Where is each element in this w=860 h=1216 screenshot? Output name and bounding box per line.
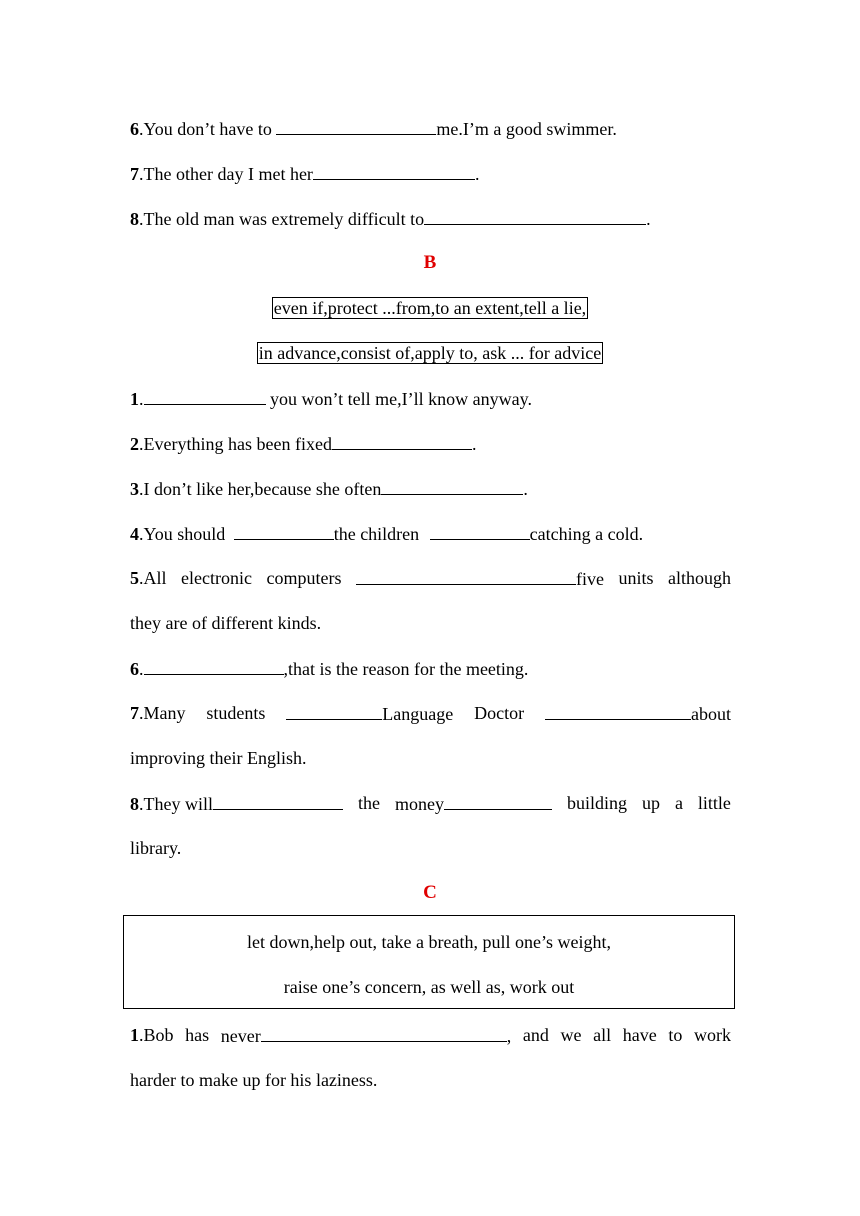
question-number: 6 xyxy=(130,659,139,679)
question-word: building xyxy=(566,793,627,813)
question-text: .The old man was extremely difficult to xyxy=(139,209,425,229)
question-b8 xyxy=(130,792,731,815)
question-b7 xyxy=(130,702,731,725)
question-c1-continued: harder to make up for his laziness. xyxy=(130,1070,378,1090)
question-word: have xyxy=(622,1025,657,1045)
question-word: .Bob xyxy=(139,1025,174,1045)
section-c-heading: C xyxy=(423,882,437,903)
question-word: all xyxy=(593,1025,612,1045)
question-b1 xyxy=(130,387,731,410)
question-number: 3 xyxy=(130,479,139,499)
question-number: 1 xyxy=(130,1025,139,1045)
answer-blank[interactable] xyxy=(430,522,530,540)
question-number: 1 xyxy=(130,389,139,409)
question-b5 xyxy=(130,567,731,590)
word-bank-c-line1: let down,help out, take a breath, pull one’s weight, xyxy=(247,932,611,952)
section-b-heading: B xyxy=(423,252,437,273)
question-number: 7 xyxy=(130,703,139,723)
question-b2 xyxy=(130,432,731,455)
question-word: five xyxy=(575,569,604,589)
answer-blank[interactable] xyxy=(381,477,523,495)
question-word: money xyxy=(394,794,444,814)
question-b7-continued: improving their English. xyxy=(130,748,307,768)
question-word: Language xyxy=(382,704,454,724)
word-bank-b-line1 xyxy=(0,297,860,319)
word-bank-c-line2: raise one’s concern, as well as, work out xyxy=(283,977,575,997)
word-bank-text: even if,protect ...from,to an extent,tell a lie, xyxy=(273,298,587,318)
answer-blank[interactable] xyxy=(286,702,382,720)
question-number: 4 xyxy=(130,524,139,544)
word-bank-text: in advance,consist of,apply to, ask ... for advice xyxy=(258,343,602,363)
answer-blank[interactable] xyxy=(332,432,472,450)
question-word: up xyxy=(641,793,660,813)
question-word: work xyxy=(694,1025,731,1045)
question-word: about xyxy=(690,704,731,724)
question-number: 8 xyxy=(130,209,139,229)
answer-blank[interactable] xyxy=(313,162,475,180)
question-text: . xyxy=(139,659,144,679)
question-word: .They will xyxy=(139,794,213,814)
question-text: .I don’t like her,because she often xyxy=(139,479,382,499)
question-text: . xyxy=(474,164,480,184)
question-b8-continued: library. xyxy=(130,838,182,858)
question-word: units xyxy=(618,568,654,588)
question-word: never xyxy=(220,1026,261,1046)
question-text: catching a cold. xyxy=(529,524,644,544)
question-number: 5 xyxy=(130,568,139,588)
question-word: electronic xyxy=(181,568,252,588)
question-number: 7 xyxy=(130,164,139,184)
question-word: to xyxy=(668,1025,683,1045)
question-a8 xyxy=(130,207,731,230)
question-text: .The other day I met her xyxy=(139,164,313,184)
answer-blank[interactable] xyxy=(144,387,266,405)
question-text: .Everything has been fixed xyxy=(139,434,332,454)
question-text: you won’t tell me,I’ll know anyway. xyxy=(265,389,532,409)
question-text: the children xyxy=(333,524,424,544)
question-text: .You don’t have to xyxy=(139,119,277,139)
question-a7 xyxy=(130,162,731,185)
question-number: 8 xyxy=(130,794,139,814)
question-word: .Many xyxy=(139,703,186,723)
answer-blank[interactable] xyxy=(444,792,552,810)
answer-blank[interactable] xyxy=(276,117,436,135)
question-text: . xyxy=(139,389,144,409)
question-word: a xyxy=(674,793,683,813)
question-word: the xyxy=(357,793,380,813)
question-text: . xyxy=(523,479,528,499)
question-text: . xyxy=(471,434,477,454)
question-c1 xyxy=(130,1024,731,1047)
question-b3 xyxy=(130,477,731,500)
word-bank-c xyxy=(123,915,735,1009)
question-word: .All xyxy=(139,568,167,588)
answer-blank[interactable] xyxy=(261,1024,507,1042)
question-text: . xyxy=(646,209,651,229)
question-word: and xyxy=(522,1025,549,1045)
question-number: 2 xyxy=(130,434,139,454)
answer-blank[interactable] xyxy=(545,702,691,720)
question-b4 xyxy=(130,522,731,545)
question-a6 xyxy=(130,117,731,140)
answer-blank[interactable] xyxy=(213,792,343,810)
question-text: me.I’m a good swimmer. xyxy=(436,119,617,139)
answer-blank[interactable] xyxy=(144,657,284,675)
question-word: , xyxy=(506,1026,512,1046)
question-number: 6 xyxy=(130,119,139,139)
question-word: students xyxy=(206,703,266,723)
question-word: has xyxy=(185,1025,210,1045)
word-bank-b-line2 xyxy=(0,342,860,364)
question-word: Doctor xyxy=(474,703,525,723)
answer-blank[interactable] xyxy=(234,522,334,540)
question-word: although xyxy=(667,568,731,588)
answer-blank[interactable] xyxy=(356,567,576,585)
question-text: .You should xyxy=(139,524,230,544)
answer-blank[interactable] xyxy=(424,207,646,225)
question-b6 xyxy=(130,657,731,680)
question-word: little xyxy=(697,793,731,813)
question-text: ,that is the reason for the meeting. xyxy=(283,659,529,679)
question-word: we xyxy=(560,1025,582,1045)
question-word: computers xyxy=(266,568,342,588)
question-b5-continued: they are of different kinds. xyxy=(130,613,322,633)
